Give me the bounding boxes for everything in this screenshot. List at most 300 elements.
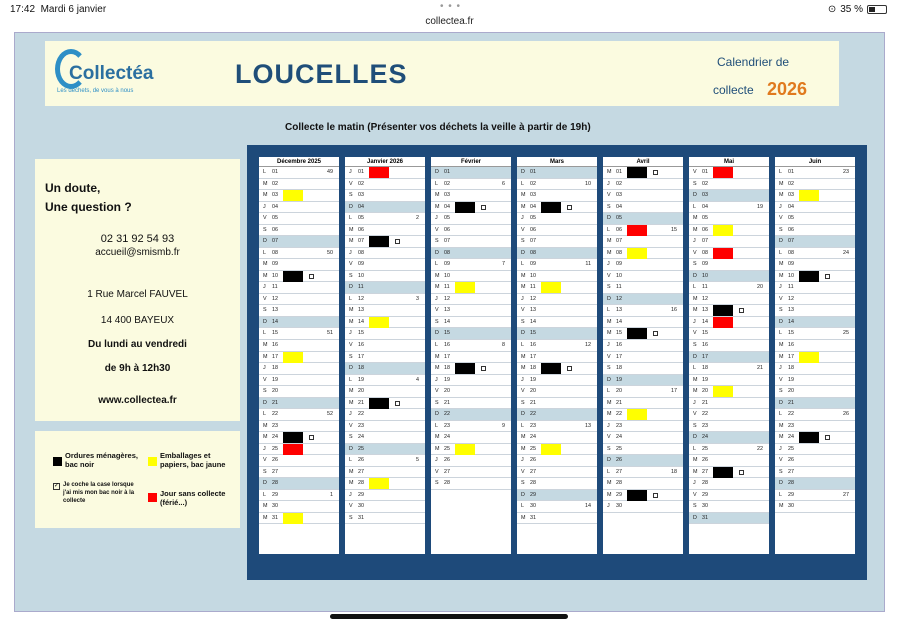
weekday-letter: S [521, 238, 525, 245]
day-row [603, 386, 683, 398]
day-number: 22 [616, 411, 622, 418]
day-number: 17 [530, 353, 536, 360]
black-bin-marker [369, 236, 389, 247]
weekday-letter: L [779, 491, 782, 498]
weekday-letter: J [349, 330, 352, 337]
weekday-letter: J [521, 295, 524, 302]
weekday-letter: S [349, 434, 353, 441]
day-row [259, 305, 339, 317]
contact-box [35, 159, 240, 421]
day-row [603, 167, 683, 179]
black-bin-marker [541, 363, 561, 374]
day-number: 23 [530, 422, 536, 429]
day-number: 04 [616, 203, 622, 210]
collection-checkbox[interactable] [481, 366, 486, 371]
day-row [775, 202, 855, 214]
collection-checkbox[interactable] [653, 493, 658, 498]
weekday-letter: S [263, 388, 267, 395]
day-row [689, 363, 769, 375]
month-column [431, 157, 511, 554]
day-number: 06 [788, 226, 794, 233]
day-row [775, 236, 855, 248]
day-number: 11 [444, 284, 450, 291]
weekday-letter: J [435, 295, 438, 302]
weekday-letter: M [779, 261, 784, 268]
weekday-letter: S [607, 284, 611, 291]
day-number: 26 [530, 457, 536, 464]
weekday-letter: M [693, 307, 698, 314]
weekday-letter: S [693, 180, 697, 187]
day-number: 18 [702, 365, 708, 372]
collection-checkbox[interactable] [567, 205, 572, 210]
day-number: 23 [616, 422, 622, 429]
weekday-letter: L [693, 203, 696, 210]
day-number: 15 [272, 330, 278, 337]
collection-checkbox[interactable] [825, 274, 830, 279]
collection-checkbox[interactable] [395, 401, 400, 406]
day-number: 19 [530, 376, 536, 383]
day-row [603, 213, 683, 225]
weekday-letter: J [779, 365, 782, 372]
day-row [431, 444, 511, 456]
email[interactable]: accueil@smismb.fr [95, 247, 180, 258]
day-row [431, 340, 511, 352]
day-number: 04 [702, 203, 708, 210]
day-number: 03 [702, 192, 708, 199]
day-row [259, 236, 339, 248]
day-row [689, 444, 769, 456]
day-number: 20 [444, 388, 450, 395]
day-row [517, 352, 597, 364]
day-number: 30 [616, 503, 622, 510]
weekday-letter: M [779, 192, 784, 199]
legend-check-label: Je coche la case lorsque j'ai mis mon bac noir à la collecte [63, 482, 135, 504]
black-bin-marker [541, 202, 561, 213]
day-number: 03 [358, 192, 364, 199]
weekday-letter: L [521, 180, 524, 187]
week-number: 1 [330, 491, 333, 498]
collection-checkbox[interactable] [653, 170, 658, 175]
day-number: 25 [530, 445, 536, 452]
day-row [345, 409, 425, 421]
legend-red-swatch [148, 493, 157, 502]
day-number: 23 [272, 422, 278, 429]
day-row [603, 455, 683, 467]
tab-dots-icon[interactable]: • • • [440, 1, 462, 12]
day-number: 25 [616, 445, 622, 452]
day-number: 18 [358, 365, 364, 372]
weekday-letter: M [693, 295, 698, 302]
day-row [345, 421, 425, 433]
weekday-letter: M [435, 353, 440, 360]
day-number: 06 [616, 226, 622, 233]
day-number: 29 [358, 491, 364, 498]
weekday-letter: D [693, 272, 697, 279]
day-row [603, 248, 683, 260]
weekday-letter: M [263, 422, 268, 429]
weekday-letter: S [779, 388, 783, 395]
day-row [259, 375, 339, 387]
weekday-letter: S [349, 514, 353, 521]
day-number: 25 [272, 445, 278, 452]
month-header: Janvier 2026 [345, 157, 425, 167]
day-number: 16 [616, 341, 622, 348]
weekday-letter: V [607, 434, 611, 441]
weekday-letter: V [607, 272, 611, 279]
collectea-logo[interactable] [55, 49, 165, 99]
week-number: 22 [757, 445, 763, 452]
day-row [689, 375, 769, 387]
weekday-letter: J [693, 399, 696, 406]
week-number: 27 [843, 491, 849, 498]
day-number: 21 [358, 399, 364, 406]
weekday-letter: J [693, 238, 696, 245]
month-column [603, 157, 683, 554]
day-number: 02 [358, 180, 364, 187]
day-number: 11 [616, 284, 622, 291]
day-number: 22 [444, 411, 450, 418]
day-row [775, 294, 855, 306]
day-row [431, 375, 511, 387]
black-bin-marker [713, 467, 733, 478]
day-row [431, 190, 511, 202]
black-bin-marker [627, 328, 647, 339]
weekday-letter: D [435, 169, 439, 175]
yellow-bin-marker [283, 352, 303, 363]
day-row [345, 259, 425, 271]
day-number: 18 [616, 365, 622, 372]
status-time: 17:42 Mardi 6 janvier [10, 4, 107, 15]
day-row [775, 444, 855, 456]
weekday-letter: L [435, 341, 438, 348]
day-number: 28 [788, 480, 794, 487]
weekday-letter: D [349, 284, 353, 291]
day-row [431, 432, 511, 444]
day-row [517, 167, 597, 179]
day-number: 17 [616, 353, 622, 360]
weekday-letter: D [693, 514, 697, 521]
day-row [345, 305, 425, 317]
day-row [517, 282, 597, 294]
day-number: 12 [358, 295, 364, 302]
weekday-letter: J [349, 169, 352, 175]
collection-checkbox[interactable] [309, 274, 314, 279]
weekday-letter: L [349, 215, 352, 222]
weekday-letter: D [521, 330, 525, 337]
website-link[interactable]: www.collectea.fr [98, 395, 177, 406]
day-row [603, 432, 683, 444]
day-row [259, 386, 339, 398]
weekday-letter: D [521, 411, 525, 418]
day-row [775, 375, 855, 387]
weekday-letter: V [349, 261, 353, 268]
day-row [259, 398, 339, 410]
weekday-letter: M [607, 238, 612, 245]
day-row [775, 352, 855, 364]
weekday-letter: D [349, 365, 353, 372]
day-number: 01 [702, 169, 708, 175]
day-row [603, 409, 683, 421]
day-number: 25 [358, 445, 364, 452]
day-number: 06 [272, 226, 278, 233]
week-number: 21 [757, 365, 763, 372]
phone[interactable]: 02 31 92 54 93 [100, 233, 175, 245]
day-row [259, 432, 339, 444]
day-number: 13 [358, 307, 364, 314]
collection-checkbox[interactable] [567, 366, 572, 371]
day-row [259, 271, 339, 283]
day-row [259, 282, 339, 294]
day-row [345, 167, 425, 179]
day-row [431, 213, 511, 225]
collection-checkbox[interactable] [653, 331, 658, 336]
collection-checkbox[interactable] [739, 308, 744, 313]
weekday-letter: S [349, 353, 353, 360]
day-number: 28 [616, 480, 622, 487]
day-row [517, 317, 597, 329]
week-number: 50 [327, 249, 333, 256]
status-bar [0, 0, 899, 32]
collection-checkbox[interactable] [309, 435, 314, 440]
day-number: 26 [358, 457, 364, 464]
weekday-letter: V [263, 457, 267, 464]
legend-red-label: Jour sans collecte (férié...) [160, 489, 226, 507]
day-number: 20 [272, 388, 278, 395]
day-number: 08 [788, 249, 794, 256]
weekday-letter: D [779, 238, 783, 245]
day-row [689, 179, 769, 191]
weekday-letter: M [263, 514, 268, 521]
day-row [603, 317, 683, 329]
collection-checkbox[interactable] [739, 470, 744, 475]
day-number: 23 [444, 422, 450, 429]
day-number: 26 [272, 457, 278, 464]
day-number: 09 [358, 261, 364, 268]
weekday-letter: D [521, 249, 525, 256]
day-number: 16 [272, 341, 278, 348]
weekday-letter: D [263, 480, 267, 487]
black-bin-marker [799, 271, 819, 282]
day-row [431, 352, 511, 364]
day-number: 17 [702, 353, 708, 360]
day-number: 09 [616, 261, 622, 268]
day-row [431, 478, 511, 490]
day-number: 22 [530, 411, 536, 418]
weekday-letter: M [521, 434, 526, 441]
day-number: 24 [702, 434, 708, 441]
day-row [689, 501, 769, 513]
day-row [775, 328, 855, 340]
week-number: 19 [757, 203, 763, 210]
day-row [603, 490, 683, 502]
day-number: 21 [616, 399, 622, 406]
weekday-letter: D [349, 445, 353, 452]
weekday-letter: D [521, 491, 525, 498]
day-number: 23 [702, 422, 708, 429]
day-row [775, 421, 855, 433]
week-number: 6 [502, 180, 505, 187]
day-number: 11 [788, 284, 794, 291]
day-row [431, 305, 511, 317]
day-row [345, 340, 425, 352]
black-bin-marker [713, 305, 733, 316]
day-row [431, 282, 511, 294]
day-row [689, 317, 769, 329]
day-number: 09 [788, 261, 794, 268]
day-number: 14 [358, 318, 364, 325]
yellow-bin-marker [455, 444, 475, 455]
day-row [689, 305, 769, 317]
weekday-letter: M [435, 434, 440, 441]
day-number: 24 [616, 434, 622, 441]
day-number: 04 [358, 203, 364, 210]
day-number: 14 [444, 318, 450, 325]
weekday-letter: S [521, 318, 525, 325]
day-row [431, 248, 511, 260]
day-row [775, 167, 855, 179]
day-row [603, 190, 683, 202]
weekday-letter: D [779, 399, 783, 406]
weekday-letter: L [521, 422, 524, 429]
weekday-letter: J [521, 215, 524, 222]
day-number: 11 [272, 284, 278, 291]
day-row [689, 225, 769, 237]
day-row [517, 478, 597, 490]
day-number: 17 [358, 353, 364, 360]
day-number: 15 [530, 330, 536, 337]
day-row [689, 282, 769, 294]
opening-hours: de 9h à 12h30 [104, 363, 171, 374]
weekday-letter: S [263, 226, 267, 233]
weekday-letter: L [779, 249, 782, 256]
weekday-letter: M [607, 330, 612, 337]
day-row [517, 271, 597, 283]
day-row [517, 248, 597, 260]
week-number: 8 [502, 341, 505, 348]
day-row [259, 317, 339, 329]
day-row [431, 236, 511, 248]
weekday-letter: M [779, 422, 784, 429]
day-number: 29 [616, 491, 622, 498]
day-row [775, 213, 855, 225]
weekday-letter: V [435, 226, 439, 233]
weekday-letter: M [693, 457, 698, 464]
day-row [345, 294, 425, 306]
day-row [689, 340, 769, 352]
weekday-letter: V [435, 307, 439, 314]
day-row [259, 259, 339, 271]
day-number: 27 [272, 468, 278, 475]
day-number: 12 [444, 295, 450, 302]
day-row [603, 352, 683, 364]
home-indicator[interactable] [330, 614, 568, 619]
weekday-letter: M [349, 226, 354, 233]
day-row [603, 305, 683, 317]
day-number: 12 [272, 295, 278, 302]
weekday-letter: M [521, 203, 526, 210]
weekday-letter: M [779, 503, 784, 510]
black-bin-marker [283, 432, 303, 443]
day-row [603, 478, 683, 490]
day-number: 25 [444, 445, 450, 452]
day-row [689, 490, 769, 502]
black-bin-marker [283, 271, 303, 282]
day-row [517, 236, 597, 248]
day-number: 29 [788, 491, 794, 498]
day-row [259, 444, 339, 456]
day-number: 24 [272, 434, 278, 441]
weekday-letter: L [263, 330, 266, 337]
day-row [431, 259, 511, 271]
weekday-letter: D [779, 318, 783, 325]
weekday-letter: S [435, 399, 439, 406]
week-number: 23 [843, 169, 849, 175]
weekday-letter: D [693, 353, 697, 360]
week-number: 16 [671, 307, 677, 314]
day-row [603, 444, 683, 456]
weekday-letter: M [263, 434, 268, 441]
day-number: 27 [444, 468, 450, 475]
weekday-letter: V [263, 376, 267, 383]
day-number: 31 [358, 514, 364, 521]
day-number: 21 [530, 399, 536, 406]
day-row [775, 190, 855, 202]
day-number: 15 [616, 330, 622, 337]
day-row [345, 352, 425, 364]
collection-checkbox[interactable] [481, 205, 486, 210]
weekday-letter: V [693, 491, 697, 498]
day-number: 21 [444, 399, 450, 406]
collection-checkbox[interactable] [825, 435, 830, 440]
weekday-letter: V [521, 307, 525, 314]
collection-checkbox[interactable] [395, 239, 400, 244]
weekday-letter: J [435, 457, 438, 464]
day-row [603, 467, 683, 479]
weekday-letter: L [779, 411, 782, 418]
month-column [775, 157, 855, 554]
day-number: 11 [530, 284, 536, 291]
weekday-letter: S [779, 226, 783, 233]
day-number: 03 [444, 192, 450, 199]
day-number: 07 [272, 238, 278, 245]
day-number: 04 [788, 203, 794, 210]
day-row [689, 478, 769, 490]
day-row [775, 282, 855, 294]
weekday-letter: S [607, 445, 611, 452]
url-bar[interactable]: collectea.fr [425, 16, 474, 27]
week-number: 18 [671, 468, 677, 475]
day-row [689, 259, 769, 271]
battery-indicator: ⊙ 35 % [828, 4, 887, 15]
day-number: 19 [358, 376, 364, 383]
weekday-letter: J [607, 341, 610, 348]
day-number: 13 [616, 307, 622, 314]
question-heading: Un doute, Une question ? [45, 181, 132, 214]
day-row [345, 248, 425, 260]
weekday-letter: V [263, 215, 267, 222]
day-row [775, 409, 855, 421]
day-number: 17 [788, 353, 794, 360]
day-number: 02 [444, 180, 450, 187]
weekday-letter: M [607, 491, 612, 498]
day-row [345, 375, 425, 387]
weekday-letter: J [263, 203, 266, 210]
month-header: Mai [689, 157, 769, 167]
day-number: 30 [702, 503, 708, 510]
day-number: 25 [788, 445, 794, 452]
day-number: 24 [444, 434, 450, 441]
day-row [431, 409, 511, 421]
